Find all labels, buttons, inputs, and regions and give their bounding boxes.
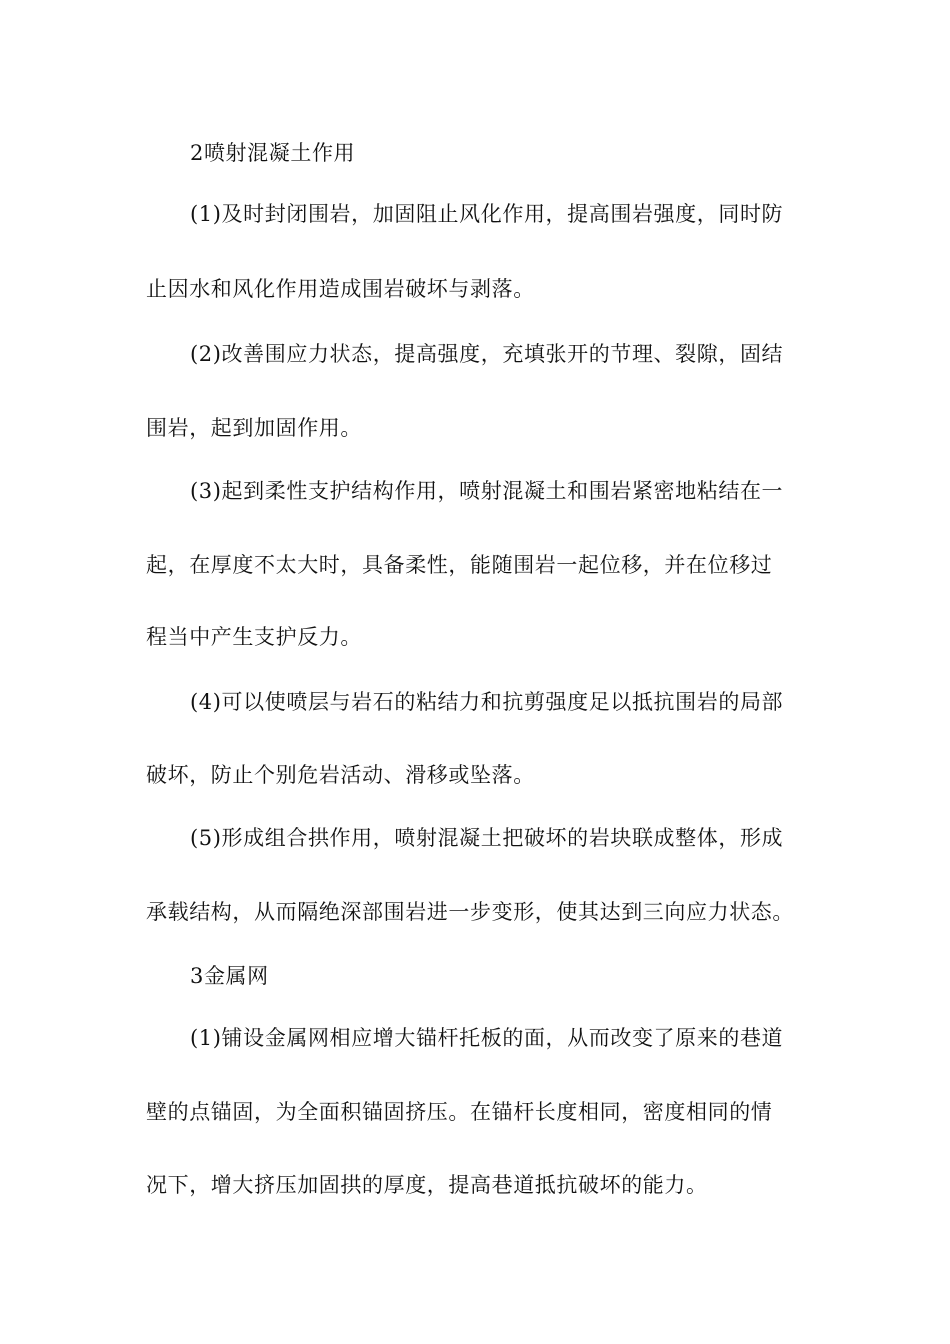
paragraph-line: 围岩，起到加固作用。 [146, 416, 362, 440]
paragraph-line: (2)改善围应力状态，提高强度，充填张开的节理、裂隙，固结 [190, 342, 784, 366]
paragraph-line: (1)铺设金属网相应增大锚杆托板的面，从而改变了原来的巷道 [190, 1026, 784, 1050]
paragraph-line: 程当中产生支护反力。 [146, 625, 362, 649]
paragraph-line: 况下，增大挤压加固拱的厚度，提高巷道抵抗破坏的能力。 [146, 1173, 708, 1197]
paragraph-line: 破坏，防止个别危岩活动、滑移或坠落。 [146, 763, 535, 787]
paragraph-line: 承载结构，从而隔绝深部围岩进一步变形，使其达到三向应力状态。 [146, 900, 794, 924]
paragraph-line: 止因水和风化作用造成围岩破坏与剥落。 [146, 277, 535, 301]
paragraph-line: 壁的点锚固，为全面积锚固挤压。在锚杆长度相同，密度相同的情 [146, 1100, 773, 1124]
paragraph-line: (1)及时封闭围岩，加固阻止风化作用，提高围岩强度，同时防 [190, 202, 784, 226]
paragraph-line: (4)可以使喷层与岩石的粘结力和抗剪强度足以抵抗围岩的局部 [190, 690, 784, 714]
paragraph-line: 起，在厚度不太大时，具备柔性，能随围岩一起位移，并在位移过 [146, 553, 773, 577]
paragraph-line: (5)形成组合拱作用，喷射混凝土把破坏的岩块联成整体，形成 [190, 826, 784, 850]
section-heading-shotcrete: 2喷射混凝土作用 [190, 141, 356, 165]
section-heading-metal-mesh: 3金属网 [190, 964, 269, 988]
paragraph-line: (3)起到柔性支护结构作用，喷射混凝土和围岩紧密地粘结在一 [190, 479, 784, 503]
